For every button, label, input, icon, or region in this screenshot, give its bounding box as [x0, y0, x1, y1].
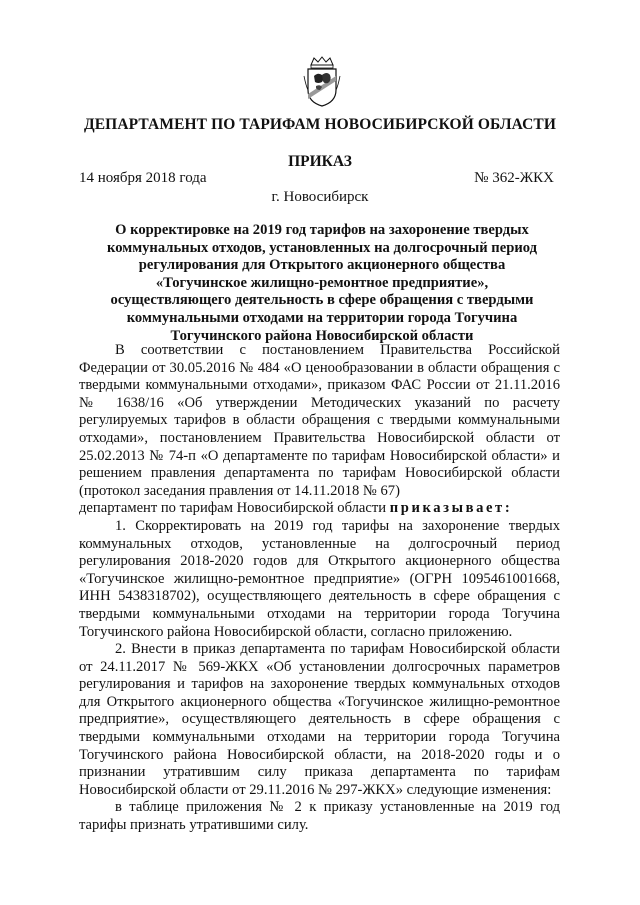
order-decision-line	[79, 500, 560, 518]
department-name: ДЕПАРТАМЕНТ ПО ТАРИФАМ НОВОСИБИРСКОЙ ОБЛАСТИ	[83, 116, 557, 133]
order-item-1: 1. Скорректировать на 2019 год тарифы на захоронение твердых коммунальных отходов, установленные на долгосрочный период регулирования 2018-2020 годов для Открытого акционерного общества «Тогучинское жилищно-ремонтное предприятие» (ОГРН 1095461001668, ИНН 5438318702), осуществляющего деятельность в сфере обращения с твердыми коммунальными отходами на территории города Тогучина Тогучинского района Новосибирской области, согласно приложению.	[79, 517, 560, 640]
coat-of-arms-icon	[302, 56, 342, 108]
order-city: г. Новосибирск	[271, 189, 369, 205]
preamble-paragraph: В соответствии с постановлением Правительства Российской Федерации от 30.05.2016 № 484 «О ценообразовании в области обращения с твердыми коммунальными отходами», приказом ФАС России от 21.11.2016 № 1638/16 «Об утверждении Методических указаний по расчету регулируемых тарифов в области обращения с твердыми коммунальными отходами», постановлением Правительства Новосибирской области от 25.02.2013 № 74-п «О департаменте по тарифам Новосибирской области» и решением правления департамента по тарифам Новосибирской области (протокол заседания правления от 14.11.2018 № 67)	[79, 342, 560, 499]
order-decision-prefix: департамент по тарифам Новосибирской области	[79, 500, 387, 517]
order-date: 14 ноября 2018 года	[79, 170, 207, 186]
order-number: № 362-ЖКХ	[474, 170, 554, 186]
order-body	[79, 342, 560, 835]
order-subject: О корректировке на 2019 год тарифов на захоронение твердых коммунальных отходов, установленных на долгосрочный период регулирования для Открытого акционерного общества «Тогучинское жилищно-ремонтное предприятие», осуществляющего деятельность в сфере обращения с твердыми коммунальными отходами на территории города Тогучина Тогучинского района Новосибирской области	[107, 222, 537, 344]
order-decision-verb: приказывает:	[389, 500, 513, 517]
order-item-2-subitem: в таблице приложения № 2 к приказу установленные на 2019 год тарифы признать утратившими силу.	[79, 799, 560, 834]
order-title: ПРИКАЗ	[288, 153, 352, 170]
order-item-2: 2. Внести в приказ департамента по тарифам Новосибирской области от 24.11.2017 № 569-ЖКХ «Об установлении долгосрочных параметров регулирования и тарифов на захоронение твердых коммунальных отходов для Открытого акционерного общества «Тогучинское жилищно-ремонтное предприятие», осуществляющего деятельность в сфере обращения с твердыми коммунальными отходами на территории города Тогучина Тогучинского района Новосибирской области, на 2018-2020 годы и о признании утратившим силу приказа департамента по тарифам Новосибирской области от 29.11.2016 № 297-ЖКХ» следующие изменения:	[79, 641, 560, 798]
